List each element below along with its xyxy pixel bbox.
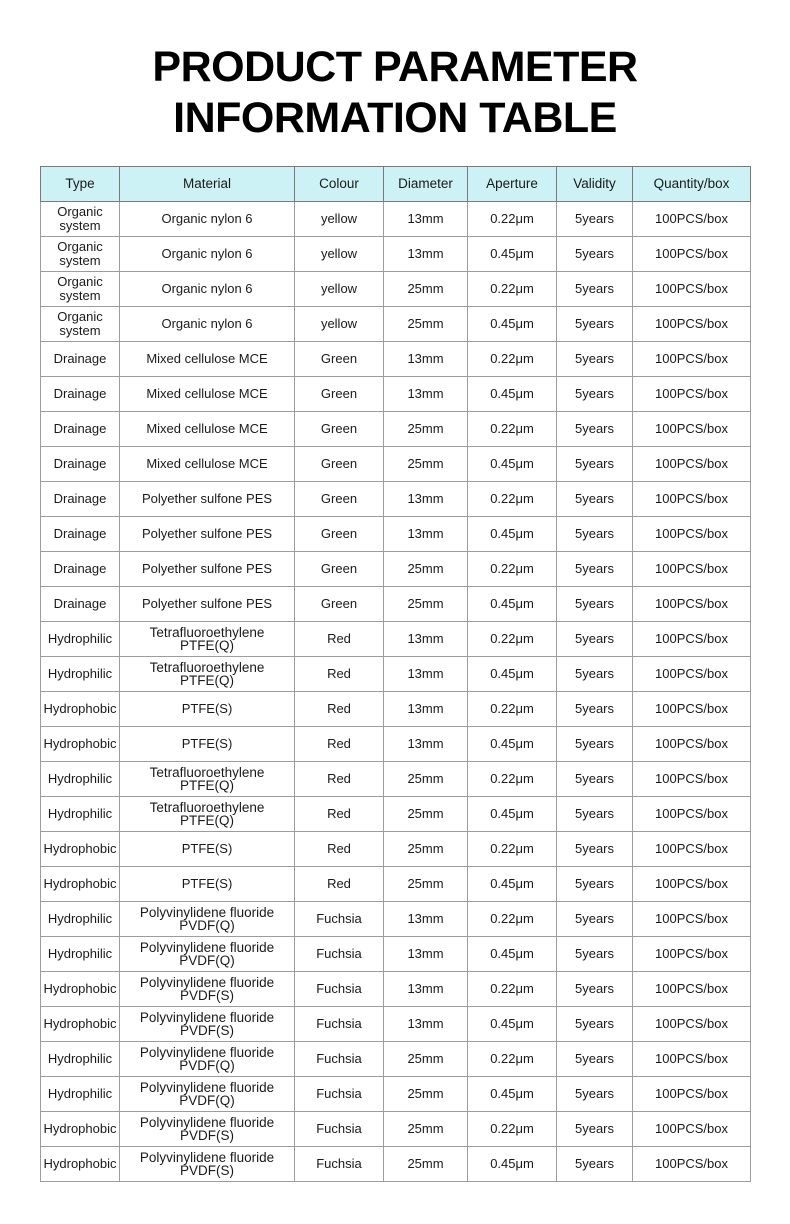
cell-material: PTFE(S): [120, 832, 295, 867]
table-row: [41, 1007, 751, 1042]
cell-material: [120, 1077, 295, 1112]
cell-diameter: 25mm: [384, 1112, 468, 1147]
cell-material: PTFE(S): [120, 692, 295, 727]
cell-colour: Fuchsia: [295, 972, 384, 1007]
cell-colour: Red: [295, 657, 384, 692]
cell-material-line-1: Polyvinylidene fluoride: [139, 939, 275, 955]
cell-validity: 5years: [557, 447, 633, 482]
cell-colour: Red: [295, 832, 384, 867]
cell-diameter: 13mm: [384, 237, 468, 272]
cell-material-line-1: Polyvinylidene fluoride: [139, 974, 275, 990]
cell-type: Organic system: [41, 272, 120, 307]
table-header: [41, 167, 751, 202]
cell-aperture: 0.22μm: [468, 202, 557, 237]
cell-colour: Fuchsia: [295, 1007, 384, 1042]
cell-diameter: 13mm: [384, 622, 468, 657]
cell-diameter: 25mm: [384, 1147, 468, 1182]
cell-material-line-2: PVDF(Q): [179, 953, 235, 968]
cell-diameter: 25mm: [384, 552, 468, 587]
table-row: [41, 902, 751, 937]
table-row: [41, 447, 751, 482]
cell-material-line-2: PVDF(S): [180, 1023, 234, 1038]
table-row: [41, 622, 751, 657]
table-row: [41, 867, 751, 902]
cell-quantity: 100PCS/box: [633, 412, 751, 447]
cell-aperture: 0.45μm: [468, 1007, 557, 1042]
cell-quantity: 100PCS/box: [633, 1042, 751, 1077]
cell-quantity: 100PCS/box: [633, 447, 751, 482]
cell-quantity: 100PCS/box: [633, 622, 751, 657]
cell-type: Hydrophilic: [41, 1042, 120, 1077]
cell-diameter: 13mm: [384, 482, 468, 517]
cell-quantity: 100PCS/box: [633, 797, 751, 832]
cell-diameter: 25mm: [384, 272, 468, 307]
cell-material-line-1: Tetrafluoroethylene: [149, 659, 265, 675]
cell-quantity: 100PCS/box: [633, 867, 751, 902]
cell-type: Hydrophilic: [41, 937, 120, 972]
table-row: [41, 1042, 751, 1077]
cell-quantity: 100PCS/box: [633, 272, 751, 307]
cell-validity: 5years: [557, 237, 633, 272]
cell-material-line-2: PVDF(Q): [179, 1058, 235, 1073]
cell-aperture: 0.45μm: [468, 307, 557, 342]
cell-diameter: 25mm: [384, 867, 468, 902]
cell-validity: 5years: [557, 1147, 633, 1182]
cell-aperture: 0.45μm: [468, 377, 557, 412]
cell-quantity: 100PCS/box: [633, 307, 751, 342]
cell-type: Hydrophobic: [41, 867, 120, 902]
cell-diameter: 13mm: [384, 517, 468, 552]
cell-diameter: 13mm: [384, 202, 468, 237]
cell-quantity: 100PCS/box: [633, 342, 751, 377]
cell-material: [120, 1147, 295, 1182]
cell-aperture: 0.22μm: [468, 552, 557, 587]
cell-colour: yellow: [295, 307, 384, 342]
cell-aperture: 0.22μm: [468, 972, 557, 1007]
cell-type: Organic system: [41, 237, 120, 272]
cell-type: Hydrophobic: [41, 1112, 120, 1147]
cell-material: Organic nylon 6: [120, 237, 295, 272]
cell-material-line-1: Polyvinylidene fluoride: [139, 1079, 275, 1095]
table-row: [41, 587, 751, 622]
cell-type: Hydrophilic: [41, 762, 120, 797]
cell-diameter: 25mm: [384, 307, 468, 342]
cell-material: Polyether sulfone PES: [120, 587, 295, 622]
cell-type: Hydrophilic: [41, 1077, 120, 1112]
cell-material-line-2: PTFE(Q): [180, 638, 234, 653]
cell-material-line-1: Tetrafluoroethylene: [149, 764, 265, 780]
cell-quantity: 100PCS/box: [633, 692, 751, 727]
cell-colour: yellow: [295, 237, 384, 272]
table-row: [41, 272, 751, 307]
cell-material: [120, 972, 295, 1007]
cell-diameter: 13mm: [384, 692, 468, 727]
cell-material-line-1: Polyvinylidene fluoride: [139, 904, 275, 920]
cell-diameter: 25mm: [384, 1077, 468, 1112]
cell-colour: Green: [295, 447, 384, 482]
cell-type: Hydrophobic: [41, 727, 120, 762]
cell-material-line-2: PTFE(Q): [180, 778, 234, 793]
cell-colour: Green: [295, 482, 384, 517]
cell-material: [120, 797, 295, 832]
cell-type: Organic system: [41, 202, 120, 237]
cell-quantity: 100PCS/box: [633, 657, 751, 692]
cell-material: [120, 1042, 295, 1077]
cell-diameter: 13mm: [384, 657, 468, 692]
cell-colour: Fuchsia: [295, 1077, 384, 1112]
table-container: [0, 144, 790, 1182]
cell-validity: 5years: [557, 692, 633, 727]
cell-material-line-1: Polyvinylidene fluoride: [139, 1044, 275, 1060]
cell-type: Hydrophobic: [41, 692, 120, 727]
cell-quantity: 100PCS/box: [633, 482, 751, 517]
cell-diameter: 25mm: [384, 797, 468, 832]
cell-diameter: 13mm: [384, 342, 468, 377]
cell-validity: 5years: [557, 1112, 633, 1147]
cell-diameter: 13mm: [384, 902, 468, 937]
cell-aperture: 0.45μm: [468, 1147, 557, 1182]
cell-material-line-2: PVDF(S): [180, 1128, 234, 1143]
cell-colour: Green: [295, 412, 384, 447]
table-row: [41, 692, 751, 727]
cell-validity: 5years: [557, 272, 633, 307]
page-title: [0, 0, 790, 144]
table-row: [41, 832, 751, 867]
cell-material: [120, 937, 295, 972]
cell-type: Drainage: [41, 482, 120, 517]
cell-validity: 5years: [557, 762, 633, 797]
cell-diameter: 25mm: [384, 412, 468, 447]
cell-validity: 5years: [557, 482, 633, 517]
cell-aperture: 0.22μm: [468, 902, 557, 937]
cell-colour: Red: [295, 797, 384, 832]
cell-diameter: 13mm: [384, 377, 468, 412]
cell-material-line-1: Tetrafluoroethylene: [149, 799, 265, 815]
cell-aperture: 0.45μm: [468, 447, 557, 482]
cell-material-line-1: Polyvinylidene fluoride: [139, 1009, 275, 1025]
cell-quantity: 100PCS/box: [633, 237, 751, 272]
cell-type: Organic system: [41, 307, 120, 342]
cell-colour: Fuchsia: [295, 1112, 384, 1147]
cell-material: Mixed cellulose MCE: [120, 342, 295, 377]
table-row: [41, 972, 751, 1007]
cell-diameter: 25mm: [384, 587, 468, 622]
column-header-validity: Validity: [557, 167, 633, 202]
cell-colour: Red: [295, 622, 384, 657]
cell-aperture: 0.22μm: [468, 1042, 557, 1077]
cell-material: [120, 1007, 295, 1042]
cell-aperture: 0.22μm: [468, 692, 557, 727]
cell-type: Hydrophobic: [41, 832, 120, 867]
cell-material: PTFE(S): [120, 727, 295, 762]
cell-aperture: 0.45μm: [468, 587, 557, 622]
table-row: [41, 482, 751, 517]
cell-material: Polyether sulfone PES: [120, 552, 295, 587]
cell-quantity: 100PCS/box: [633, 972, 751, 1007]
cell-validity: 5years: [557, 902, 633, 937]
cell-aperture: 0.45μm: [468, 867, 557, 902]
cell-quantity: 100PCS/box: [633, 937, 751, 972]
product-parameter-table: [40, 166, 751, 1182]
cell-quantity: 100PCS/box: [633, 1112, 751, 1147]
cell-type: Drainage: [41, 412, 120, 447]
cell-material-line-2: PVDF(Q): [179, 1093, 235, 1108]
cell-type: Drainage: [41, 447, 120, 482]
table-row: [41, 342, 751, 377]
cell-type: Drainage: [41, 552, 120, 587]
column-header-aperture: Aperture: [468, 167, 557, 202]
column-header-colour: Colour: [295, 167, 384, 202]
cell-quantity: 100PCS/box: [633, 587, 751, 622]
cell-quantity: 100PCS/box: [633, 377, 751, 412]
table-row: [41, 412, 751, 447]
table-header-row: [41, 167, 751, 202]
column-header-diameter: Diameter: [384, 167, 468, 202]
cell-colour: Green: [295, 517, 384, 552]
cell-type: Drainage: [41, 342, 120, 377]
cell-colour: yellow: [295, 272, 384, 307]
table-row: [41, 1077, 751, 1112]
cell-material: [120, 1112, 295, 1147]
cell-material: [120, 657, 295, 692]
cell-validity: 5years: [557, 587, 633, 622]
cell-material: Organic nylon 6: [120, 202, 295, 237]
cell-diameter: 25mm: [384, 762, 468, 797]
cell-aperture: 0.22μm: [468, 622, 557, 657]
table-row: [41, 762, 751, 797]
cell-colour: Green: [295, 342, 384, 377]
cell-quantity: 100PCS/box: [633, 1077, 751, 1112]
cell-quantity: 100PCS/box: [633, 1147, 751, 1182]
cell-quantity: 100PCS/box: [633, 552, 751, 587]
cell-material-line-1: Tetrafluoroethylene: [149, 624, 265, 640]
table-body: [41, 202, 751, 1182]
column-header-quantity: Quantity/box: [633, 167, 751, 202]
cell-aperture: 0.22μm: [468, 482, 557, 517]
table-row: [41, 552, 751, 587]
cell-diameter: 13mm: [384, 972, 468, 1007]
cell-aperture: 0.22μm: [468, 342, 557, 377]
table-row: [41, 377, 751, 412]
cell-material: Organic nylon 6: [120, 307, 295, 342]
cell-type: Hydrophobic: [41, 1007, 120, 1042]
cell-aperture: 0.45μm: [468, 237, 557, 272]
cell-validity: 5years: [557, 377, 633, 412]
column-header-type: Type: [41, 167, 120, 202]
cell-colour: Fuchsia: [295, 937, 384, 972]
cell-material-line-1: Polyvinylidene fluoride: [139, 1114, 275, 1130]
cell-validity: 5years: [557, 1077, 633, 1112]
cell-colour: Green: [295, 552, 384, 587]
cell-aperture: 0.22μm: [468, 1112, 557, 1147]
cell-quantity: 100PCS/box: [633, 517, 751, 552]
cell-validity: 5years: [557, 867, 633, 902]
cell-quantity: 100PCS/box: [633, 762, 751, 797]
cell-validity: 5years: [557, 342, 633, 377]
cell-quantity: 100PCS/box: [633, 902, 751, 937]
cell-type: Hydrophilic: [41, 657, 120, 692]
cell-validity: 5years: [557, 657, 633, 692]
cell-aperture: 0.45μm: [468, 797, 557, 832]
cell-material: PTFE(S): [120, 867, 295, 902]
cell-type: Hydrophilic: [41, 622, 120, 657]
cell-validity: 5years: [557, 412, 633, 447]
cell-validity: 5years: [557, 937, 633, 972]
cell-material-line-2: PVDF(S): [180, 1163, 234, 1178]
cell-quantity: 100PCS/box: [633, 832, 751, 867]
cell-colour: Red: [295, 692, 384, 727]
cell-validity: 5years: [557, 202, 633, 237]
cell-diameter: 25mm: [384, 832, 468, 867]
cell-colour: Green: [295, 587, 384, 622]
cell-quantity: 100PCS/box: [633, 202, 751, 237]
cell-material: Polyether sulfone PES: [120, 482, 295, 517]
cell-type: Drainage: [41, 377, 120, 412]
cell-validity: 5years: [557, 972, 633, 1007]
cell-aperture: 0.45μm: [468, 727, 557, 762]
cell-material-line-2: PVDF(S): [180, 988, 234, 1003]
table-row: [41, 797, 751, 832]
cell-type: Drainage: [41, 517, 120, 552]
table-row: [41, 202, 751, 237]
cell-material: Mixed cellulose MCE: [120, 447, 295, 482]
cell-type: Hydrophilic: [41, 797, 120, 832]
table-row: [41, 307, 751, 342]
cell-material: Mixed cellulose MCE: [120, 377, 295, 412]
cell-material-line-2: PTFE(Q): [180, 673, 234, 688]
table-row: [41, 937, 751, 972]
table-row: [41, 237, 751, 272]
table-row: [41, 1112, 751, 1147]
cell-validity: 5years: [557, 1042, 633, 1077]
cell-diameter: 25mm: [384, 447, 468, 482]
cell-material: [120, 762, 295, 797]
cell-diameter: 25mm: [384, 1042, 468, 1077]
cell-material-line-2: PVDF(Q): [179, 918, 235, 933]
table-row: [41, 657, 751, 692]
cell-colour: Fuchsia: [295, 1147, 384, 1182]
page-title-line-1: PRODUCT PARAMETER: [152, 43, 638, 91]
cell-colour: yellow: [295, 202, 384, 237]
cell-aperture: 0.45μm: [468, 1077, 557, 1112]
cell-validity: 5years: [557, 622, 633, 657]
cell-diameter: 13mm: [384, 1007, 468, 1042]
cell-colour: Fuchsia: [295, 902, 384, 937]
cell-material: Polyether sulfone PES: [120, 517, 295, 552]
cell-material: [120, 622, 295, 657]
cell-diameter: 13mm: [384, 727, 468, 762]
cell-colour: Red: [295, 727, 384, 762]
cell-validity: 5years: [557, 832, 633, 867]
cell-diameter: 13mm: [384, 937, 468, 972]
cell-validity: 5years: [557, 1007, 633, 1042]
table-row: [41, 1147, 751, 1182]
cell-quantity: 100PCS/box: [633, 1007, 751, 1042]
cell-validity: 5years: [557, 727, 633, 762]
page-title-line-2: INFORMATION TABLE: [173, 94, 617, 142]
cell-aperture: 0.22μm: [468, 412, 557, 447]
cell-aperture: 0.45μm: [468, 657, 557, 692]
cell-material: Mixed cellulose MCE: [120, 412, 295, 447]
cell-aperture: 0.45μm: [468, 937, 557, 972]
cell-aperture: 0.45μm: [468, 517, 557, 552]
cell-material-line-1: Polyvinylidene fluoride: [139, 1149, 275, 1165]
cell-material-line-2: PTFE(Q): [180, 813, 234, 828]
cell-aperture: 0.22μm: [468, 272, 557, 307]
cell-type: Drainage: [41, 587, 120, 622]
cell-validity: 5years: [557, 517, 633, 552]
cell-type: Hydrophilic: [41, 902, 120, 937]
cell-colour: Red: [295, 762, 384, 797]
cell-aperture: 0.22μm: [468, 762, 557, 797]
cell-validity: 5years: [557, 797, 633, 832]
cell-colour: Fuchsia: [295, 1042, 384, 1077]
cell-type: Hydrophobic: [41, 1147, 120, 1182]
cell-validity: 5years: [557, 307, 633, 342]
column-header-material: Material: [120, 167, 295, 202]
cell-aperture: 0.22μm: [468, 832, 557, 867]
cell-type: Hydrophobic: [41, 972, 120, 1007]
table-row: [41, 517, 751, 552]
cell-quantity: 100PCS/box: [633, 727, 751, 762]
cell-colour: Red: [295, 867, 384, 902]
cell-material: Organic nylon 6: [120, 272, 295, 307]
cell-colour: Green: [295, 377, 384, 412]
table-row: [41, 727, 751, 762]
cell-validity: 5years: [557, 552, 633, 587]
cell-material: [120, 902, 295, 937]
